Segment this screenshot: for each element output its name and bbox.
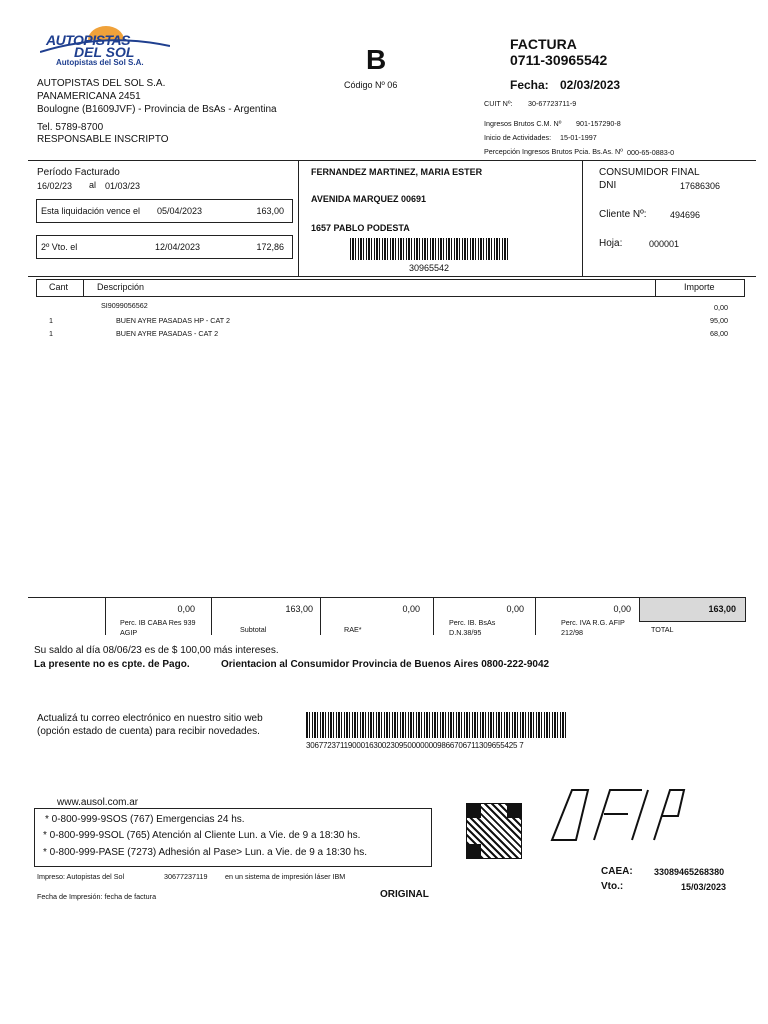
totals-total-label: TOTAL	[651, 625, 674, 634]
not-payment-note: La presente no es cpte. de Pago.	[34, 659, 190, 670]
client-label: Cliente Nº:	[599, 209, 647, 220]
company-logo	[40, 22, 170, 70]
item-row-2-desc: BUEN AYRE PASADAS - CAT 2	[116, 329, 219, 338]
item-row-1-qty: 1	[49, 316, 53, 325]
header-divider	[28, 160, 756, 161]
totals-sep-4	[433, 597, 434, 635]
vto-value: 15/03/2023	[681, 882, 727, 892]
logo-brand-line2: DEL SOL	[74, 44, 135, 60]
dni-label: DNI	[599, 180, 617, 191]
email-note-line1: Actualizá tu correo electrónico en nuestro sitio web	[37, 713, 263, 724]
customer-left-border	[298, 160, 299, 276]
afip-logo-icon	[548, 786, 686, 844]
item-row-2-amount: 68,00	[710, 329, 728, 338]
totals-c2-value: 163,00	[285, 604, 313, 614]
due2-label: 2º Vto. el	[41, 242, 78, 252]
issuer-address2: Boulogne (B1609JVF) - Provincia de BsAs - Argentina	[37, 104, 277, 115]
vto-label: Vto.:	[601, 881, 624, 892]
afip-logo-text	[548, 786, 549, 787]
caea-label: CAEA:	[601, 866, 633, 877]
due1-label: Esta liquidación vence el	[41, 206, 141, 216]
customer-right-border	[582, 160, 583, 276]
customer-barcode-number: 30965542	[409, 263, 450, 273]
inicio-value: 15-01-1997	[560, 133, 597, 142]
totals-c1-value: 0,00	[177, 604, 195, 614]
customer-barcode	[350, 238, 508, 260]
customer-city: 1657 PABLO PODESTA	[311, 223, 410, 233]
contact-box	[34, 808, 432, 867]
logo-tagline: Autopistas del Sol S.A.	[56, 58, 144, 67]
items-header-qty-label: Cant	[49, 282, 69, 292]
item-row-0-desc: SI9099056562	[101, 301, 148, 310]
items-header-qty	[36, 279, 84, 297]
item-row-2-qty: 1	[49, 329, 53, 338]
totals-c5-label: Perc. IVA R.G. AFIP 212/98	[561, 618, 625, 637]
invoice-date-label: Fecha:	[510, 78, 549, 92]
caea-value: 33089465268380	[654, 867, 725, 877]
cuit-label: CUIT Nº:	[484, 99, 513, 108]
invoice-number: 0711-30965542	[510, 52, 608, 68]
issuer-tax-status: RESPONSABLE INSCRIPTO	[37, 134, 169, 145]
totals-sep-3	[320, 597, 321, 635]
qr-code-icon	[466, 803, 522, 859]
item-row-1-amount: 95,00	[710, 316, 728, 325]
invoice-code: Código Nº 06	[344, 80, 398, 90]
iibb-value: 901-157290-8	[576, 119, 621, 128]
items-header-amount-label: Importe	[684, 282, 715, 292]
period-al: al	[89, 180, 97, 190]
printed-by-label: Impreso: Autopistas del Sol	[37, 872, 125, 881]
totals-c4-label: Perc. IB. BsAs D.N.38/95	[449, 618, 496, 637]
items-header-desc-label: Descripción	[97, 282, 145, 292]
due2-amount: 172,86	[256, 242, 284, 252]
print-date: Fecha de Impresión: fecha de factura	[37, 892, 157, 901]
invoice-date: 02/03/2023	[560, 78, 621, 92]
percep-value: 000-65-0883-0	[627, 148, 675, 157]
printed-by-number: 30677237119	[164, 872, 208, 881]
email-note-line2: (opción estado de cuenta) para recibir novedades.	[37, 726, 260, 737]
percep-label: Percepción Ingresos Brutos Pcia. Bs.As. Nº	[484, 147, 623, 156]
period-label: Período Facturado	[37, 167, 120, 178]
invoice-letter: B	[366, 44, 387, 75]
totals-sep-2	[211, 597, 212, 635]
original-label: ORIGINAL	[380, 889, 429, 900]
logo-brand-line1: AUTOPISTAS	[46, 32, 130, 48]
totals-c1-label: Perc. IB CABA Res 939 AGIP	[120, 618, 196, 637]
balance-note: Su saldo al día 08/06/23 es de $ 100,00 más intereses.	[34, 645, 279, 656]
contact-line-emergencias: * 0-800-999-9SOS (767) Emergencias 24 hs.	[45, 814, 245, 825]
totals-c2-label: Subtotal	[240, 625, 267, 634]
totals-sep-1	[105, 597, 106, 635]
totals-c4-value: 0,00	[506, 604, 524, 614]
totals-c3-value: 0,00	[402, 604, 420, 614]
totals-c5-value: 0,00	[613, 604, 631, 614]
due1-amount: 163,00	[256, 206, 284, 216]
consumer-orientation-note: Orientacion al Consumidor Provincia de Buenos Aires 0800-222-9042	[221, 659, 550, 670]
customer-name: FERNANDEZ MARTINEZ, MARIA ESTER	[311, 167, 483, 177]
invoice-type: FACTURA	[510, 36, 577, 52]
period-from: 16/02/23	[37, 181, 73, 191]
due2-date: 12/04/2023	[155, 242, 201, 252]
payment-barcode	[306, 712, 568, 738]
item-row-1-desc: BUEN AYRE PASADAS HP - CAT 2	[116, 316, 230, 325]
period-to: 01/03/23	[105, 181, 141, 191]
issuer-name: AUTOPISTAS DEL SOL S.A.	[37, 78, 166, 89]
website-link[interactable]: www.ausol.com.ar	[57, 797, 139, 808]
due2-box	[36, 235, 293, 259]
due1-box	[36, 199, 293, 223]
afip-logo	[548, 786, 686, 844]
printed-by-system: en un sistema de impresión láser IBM	[225, 872, 346, 881]
inicio-label: Inicio de Actividades:	[484, 133, 552, 142]
customer-street: AVENIDA MARQUEZ 00691	[311, 194, 427, 204]
iibb-label: Ingresos Brutos C.M. Nº	[484, 119, 562, 128]
totals-total-value: 163,00	[708, 604, 736, 614]
sheet-label: Hoja:	[599, 238, 623, 249]
client-value: 494696	[670, 210, 701, 220]
issuer-phone: Tel. 5789-8700	[37, 122, 104, 133]
contact-line-pase: * 0-800-999-PASE (7273) Adhesión al Pase> Lun. a Vie. de 9 a 18:30 hs.	[43, 847, 368, 858]
items-header-desc	[83, 279, 656, 297]
payment-barcode-number: 30677237119000163002309500000009866706711309655425 7	[306, 741, 524, 750]
contact-line-atencion: * 0-800-999-9SOL (765) Atención al Cliente Lun. a Vie. de 9 a 18:30 hs.	[43, 830, 361, 841]
customer-category: CONSUMIDOR FINAL	[599, 167, 700, 178]
issuer-address1: PANAMERICANA 2451	[37, 91, 141, 102]
totals-sep-5	[535, 597, 536, 635]
items-header-amount	[655, 279, 745, 297]
sheet-value: 000001	[649, 239, 680, 249]
due1-date: 05/04/2023	[157, 206, 203, 216]
cuit-value: 30-67723711-9	[528, 99, 577, 108]
dni-value: 17686306	[680, 181, 721, 191]
item-row-0-amount: 0,00	[714, 303, 728, 312]
customer-bottom-border	[28, 276, 756, 277]
totals-c3-label: RAE*	[344, 625, 362, 634]
